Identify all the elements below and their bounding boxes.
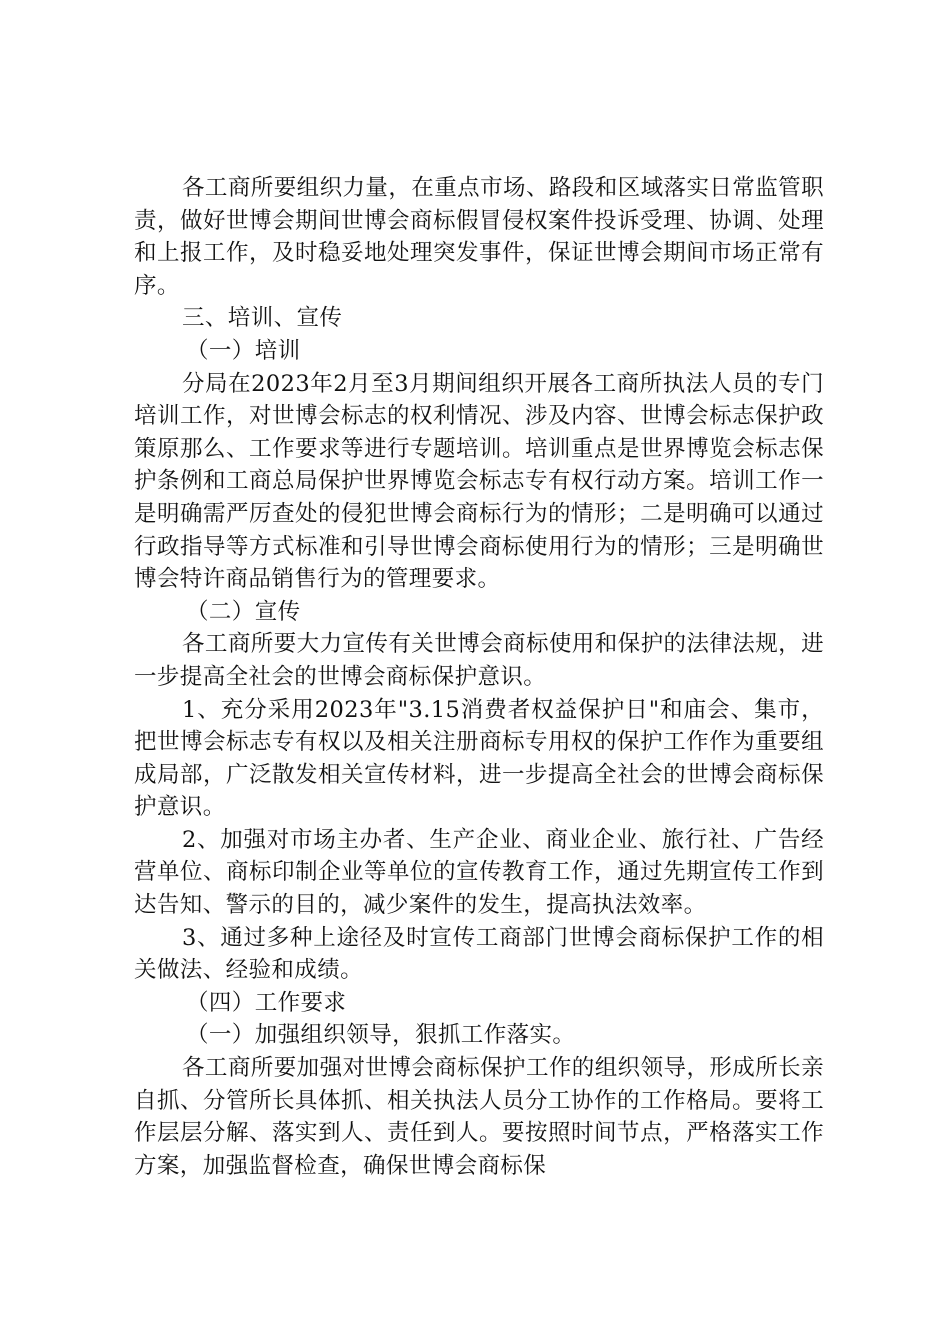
paragraph-organization-leadership: 各工商所要加强对世博会商标保护工作的组织领导，形成所长亲自抓、分管所长具体抓、相关执法人员分工协作的工作格局。要将工作层层分解、落实到人、责任到人。要按照时间节点，严格落实工作方案，加强监督检查，确保世博会商标保 (134, 1055, 824, 1179)
paragraph-publicity-item-1: 1、充分采用2023年"3.15消费者权益保护日"和庙会、集市，把世博会标志专有权以及相关注册商标专用权的保护工作作为重要组成局部，广泛散发相关宣传材料，进一步提高全社会的世博会商标保护意识。 (134, 696, 824, 821)
paragraph-publicity-item-2: 2、加强对市场主办者、生产企业、商业企业、旅行社、广告经营单位、商标印制企业等单位的宣传教育工作，通过先期宣传工作到达告知、警示的目的，减少案件的发生，提高执法效率。 (134, 826, 824, 919)
section-heading-training-publicity: 三、培训、宣传 (182, 305, 343, 332)
subheading-work-requirements: （四）工作要求 (186, 989, 347, 1016)
subheading-organization-leadership: （一）加强组织领导，狠抓工作落实。 (186, 1022, 576, 1049)
paragraph-publicity-intro: 各工商所要大力宣传有关世博会商标使用和保护的法律法规，进一步提高全社会的世博会商标保护意识。 (134, 631, 824, 690)
subheading-training: （一）培训 (186, 337, 301, 364)
subheading-publicity: （二）宣传 (186, 598, 301, 625)
paragraph-market-supervision: 各工商所要组织力量，在重点市场、路段和区域落实日常监管职责，做好世博会期间世博会商标假冒侵权案件投诉受理、协调、处理和上报工作，及时稳妥地处理突发事件，保证世博会期间市场正常有序。 (134, 175, 824, 299)
document-body (134, 172, 824, 1182)
paragraph-publicity-item-3: 3、通过多种上途径及时宣传工商部门世博会商标保护工作的相关做法、经验和成绩。 (134, 924, 824, 984)
paragraph-training-details: 分局在2023年2月至3月期间组织开展各工商所执法人员的专门培训工作，对世博会标志的权利情况、涉及内容、世博会标志保护政策原那么、工作要求等进行专题培训。培训重点是世界博览会标志保护条例和工商总局保护世界博览会标志专有权行动方案。培训工作一是明确需严厉查处的侵犯世博会商标行为的情形；二是明确可以通过行政指导等方式标准和引导世博会商标使用行为的情形；三是明确世博会特许商品销售行为的管理要求。 (134, 370, 824, 593)
